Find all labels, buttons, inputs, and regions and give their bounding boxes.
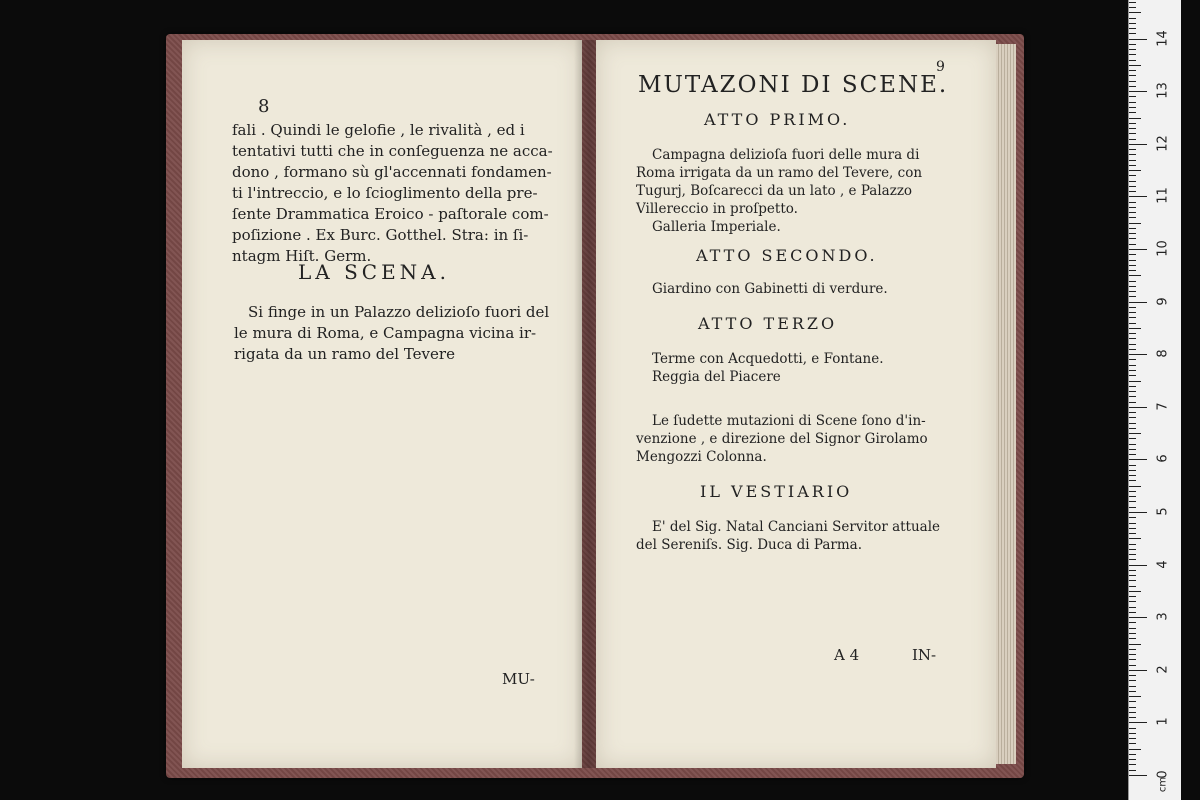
ruler-tick: [1129, 75, 1136, 76]
ruler-tick: [1129, 254, 1136, 255]
ruler-tick: [1129, 207, 1136, 208]
ruler-tick: [1129, 391, 1136, 392]
ruler-tick: [1129, 149, 1136, 150]
ruler-tick: [1129, 491, 1136, 492]
ruler-tick: [1129, 86, 1136, 87]
act3-description: [652, 350, 982, 386]
text-line: Roma irrigata da un ramo del Tevere, con: [636, 165, 923, 181]
book: [166, 34, 1024, 778]
ruler-label: 11: [1155, 187, 1171, 205]
text-line: Tugurj, Boſcarecci da un lato , e Palazzo: [636, 183, 913, 199]
ruler-tick: [1129, 444, 1136, 445]
ruler-tick: [1129, 675, 1136, 676]
ruler-tick: [1129, 133, 1136, 134]
ruler-tick: [1129, 12, 1141, 13]
ruler-tick: [1129, 712, 1136, 713]
ruler-tick: [1129, 323, 1136, 324]
ruler-tick: [1129, 686, 1136, 687]
ruler-label: 14: [1155, 29, 1171, 47]
ruler-tick: [1129, 722, 1147, 723]
ruler-tick: [1129, 512, 1147, 513]
text-line: Terme con Acquedotti, e Fontane.: [652, 351, 884, 367]
ruler-tick: [1129, 349, 1136, 350]
text-line: Galleria Imperiale.: [652, 219, 781, 235]
ruler-tick: [1129, 54, 1136, 55]
act2-description: [652, 280, 982, 298]
ruler-label: 2: [1155, 665, 1171, 674]
ruler-tick: [1129, 244, 1136, 245]
page-number: 9: [936, 59, 945, 75]
catchword: IN-: [912, 646, 937, 664]
ruler-tick: [1129, 312, 1136, 313]
ruler-tick: [1129, 233, 1136, 234]
text-line: fali . Quindi le gelofie , le rivalità , ed i: [232, 121, 525, 139]
act2-heading: ATTO SECONDO.: [696, 246, 878, 265]
ruler-label: 3: [1155, 612, 1171, 621]
ruler-tick: [1129, 764, 1136, 765]
act1-description: [636, 146, 976, 236]
ruler-tick: [1129, 628, 1136, 629]
ruler-tick: [1129, 275, 1141, 276]
ruler-tick: [1129, 375, 1136, 376]
ruler-label: 5: [1155, 507, 1171, 516]
ruler-tick: [1129, 622, 1136, 623]
ruler-tick: [1129, 370, 1136, 371]
ruler-tick: [1129, 281, 1136, 282]
text-line: dono , formano sù gl'accennati fondamen-: [232, 163, 552, 181]
ruler-tick: [1129, 91, 1147, 92]
scenery-note: [636, 412, 981, 466]
text-line: Campagna delizioſa fuori delle mura di: [652, 147, 920, 163]
ruler-tick: [1129, 533, 1136, 534]
ruler-tick: [1129, 260, 1136, 261]
ruler-tick: [1129, 223, 1141, 224]
ruler-tick: [1129, 265, 1136, 266]
ruler-tick: [1129, 107, 1136, 108]
ruler-tick: [1129, 338, 1136, 339]
page-edges: [996, 44, 1016, 764]
ruler-tick: [1129, 181, 1136, 182]
ruler-tick: [1129, 754, 1136, 755]
ruler-tick: [1129, 680, 1136, 681]
bleed-through-text: [442, 80, 450, 96]
ruler-tick: [1129, 528, 1136, 529]
ruler-tick: [1129, 202, 1136, 203]
ruler-tick: [1129, 644, 1141, 645]
ruler-tick: [1129, 33, 1136, 34]
ruler-tick: [1129, 23, 1136, 24]
ruler-tick: [1129, 386, 1136, 387]
ruler-tick: [1129, 302, 1147, 303]
ruler-label: 9: [1155, 296, 1171, 306]
ruler-tick: [1129, 144, 1147, 145]
ruler-tick: [1129, 591, 1141, 592]
ruler-tick: [1129, 396, 1136, 397]
ruler-tick: [1129, 770, 1136, 771]
ruler-label: 7: [1155, 402, 1171, 411]
ruler-tick: [1129, 759, 1136, 760]
ruler-tick: [1129, 428, 1136, 429]
ruler-tick: [1129, 2, 1136, 3]
ruler-tick: [1129, 728, 1136, 729]
ruler-tick: [1129, 459, 1147, 460]
ruler-tick: [1129, 470, 1136, 471]
ruler-tick: [1129, 296, 1136, 297]
ruler-tick: [1129, 49, 1136, 50]
ruler-tick: [1129, 775, 1147, 776]
text-line: Villereccio in proſpetto.: [636, 201, 798, 217]
ruler-tick: [1129, 438, 1136, 439]
ruler-tick: [1129, 433, 1141, 434]
ruler-tick: [1129, 733, 1136, 734]
ruler-label: 1: [1155, 717, 1171, 727]
signature-mark: A 4: [834, 646, 860, 664]
ruler-label: 10: [1155, 240, 1171, 257]
ruler-tick: [1129, 60, 1136, 61]
scene-heading: LA SCENA.: [298, 260, 450, 284]
ruler-tick: [1129, 649, 1136, 650]
text-line: Giardino con Gabinetti di verdure.: [652, 281, 888, 297]
ruler-tick: [1129, 538, 1141, 539]
ruler-tick: [1129, 154, 1136, 155]
ruler-tick: [1129, 160, 1136, 161]
ruler-tick: [1129, 96, 1136, 97]
ruler-tick: [1129, 554, 1136, 555]
right-page: [596, 40, 996, 768]
ruler-tick: [1129, 570, 1136, 571]
ruler-tick: [1129, 454, 1136, 455]
ruler-tick: [1129, 412, 1136, 413]
ruler-tick: [1129, 128, 1136, 129]
ruler-tick: [1129, 738, 1136, 739]
ruler-tick: [1129, 344, 1136, 345]
ruler-tick: [1129, 423, 1136, 424]
ruler-tick: [1129, 165, 1136, 166]
ruler-tick: [1129, 575, 1136, 576]
ruler-tick: [1129, 307, 1136, 308]
ruler-tick: [1129, 228, 1136, 229]
ruler-tick: [1129, 517, 1136, 518]
ruler-tick: [1129, 359, 1136, 360]
ruler-label: 13: [1155, 82, 1171, 99]
ruler-tick: [1129, 586, 1136, 587]
ruler-tick: [1129, 691, 1136, 692]
ruler-tick: [1129, 70, 1136, 71]
ruler-tick: [1129, 580, 1136, 581]
ruler-unit: cm: [1157, 776, 1169, 793]
act1-heading: ATTO PRIMO.: [704, 110, 851, 129]
ruler-tick: [1129, 743, 1136, 744]
ruler-tick: [1129, 633, 1136, 634]
ruler-tick: [1129, 65, 1141, 66]
act3-heading: ATTO TERZO: [698, 314, 838, 333]
ruler-tick: [1129, 507, 1136, 508]
ruler-label: 8: [1155, 349, 1171, 358]
ruler-tick: [1129, 238, 1136, 239]
ruler-tick: [1129, 549, 1136, 550]
text-line: Mengozzi Colonna.: [636, 449, 767, 465]
ruler-tick: [1129, 665, 1136, 666]
ruler-tick: [1129, 81, 1136, 82]
text-line: ſente Drammatica Eroico - paſtorale com-: [232, 205, 549, 223]
text-line: le mura di Roma, e Campagna vicina ir-: [234, 324, 537, 342]
left-page: [182, 40, 582, 768]
ruler-tick: [1129, 196, 1147, 197]
ruler-tick: [1129, 44, 1136, 45]
ruler-tick: [1129, 39, 1147, 40]
ruler-tick: [1129, 559, 1136, 560]
ruler-label: 4: [1155, 559, 1171, 569]
ruler-tick: [1129, 654, 1136, 655]
ruler-tick: [1129, 617, 1147, 618]
text-line: Si finge in un Palazzo delizioſo fuori del: [248, 303, 550, 321]
text-line: venzione , e direzione del Signor Girolamo: [636, 431, 928, 447]
ruler-tick: [1129, 565, 1147, 566]
ruler-tick: [1129, 717, 1136, 718]
ruler-tick: [1129, 191, 1136, 192]
ruler-tick: [1129, 7, 1136, 8]
ruler-tick: [1129, 217, 1136, 218]
ruler-tick: [1129, 501, 1136, 502]
ruler-tick: [1129, 544, 1136, 545]
ruler-tick: [1129, 449, 1136, 450]
ruler-tick: [1129, 659, 1136, 660]
ruler-tick: [1129, 102, 1136, 103]
ruler-label: 12: [1155, 135, 1171, 152]
ruler-tick: [1129, 186, 1136, 187]
ruler-tick: [1129, 112, 1136, 113]
ruler-tick: [1129, 270, 1136, 271]
measurement-ruler: [1128, 0, 1181, 800]
ruler-tick: [1129, 475, 1136, 476]
ruler-tick: [1129, 28, 1136, 29]
text-line: Le ſudette mutazioni di Scene ſono d'in-: [652, 413, 926, 429]
ruler-tick: [1129, 365, 1136, 366]
ruler-tick: [1129, 118, 1141, 119]
ruler-tick: [1129, 749, 1141, 750]
ruler-tick: [1129, 249, 1147, 250]
ruler-tick: [1129, 286, 1136, 287]
ruler-tick: [1129, 354, 1147, 355]
scene-description: [234, 302, 574, 365]
text-line: rigata da un ramo del Tevere: [234, 345, 455, 363]
text-line: ntagm Hiſt. Germ.: [232, 247, 372, 265]
ruler-tick: [1129, 638, 1136, 639]
vestiario-heading: IL VESTIARIO: [700, 482, 853, 501]
ruler-tick: [1129, 291, 1136, 292]
text-line: ti l'intreccio, e lo ſcioglimento della pre-: [232, 184, 538, 202]
ruler-tick: [1129, 317, 1136, 318]
ruler-tick: [1129, 417, 1136, 418]
ruler-tick: [1129, 480, 1136, 481]
page-title: MUTAZONI DI SCENE.: [638, 72, 949, 98]
ruler-tick: [1129, 402, 1136, 403]
catchword: MU-: [502, 670, 535, 688]
ruler-tick: [1129, 486, 1141, 487]
ruler-label: 6: [1155, 454, 1171, 464]
ruler-tick: [1129, 523, 1136, 524]
ruler-tick: [1129, 496, 1136, 497]
left-paragraph: [232, 120, 572, 267]
ruler-label: 0: [1155, 770, 1171, 779]
text-line: poſizione . Ex Burc. Gotthel. Stra: in ſi-: [232, 226, 529, 244]
ruler-tick: [1129, 670, 1147, 671]
ruler-tick: [1129, 333, 1136, 334]
text-line: del Sereniſs. Sig. Duca di Parma.: [636, 537, 863, 553]
ruler-tick: [1129, 381, 1141, 382]
ruler-tick: [1129, 701, 1136, 702]
ruler-tick: [1129, 612, 1136, 613]
ruler-tick: [1129, 696, 1141, 697]
text-line: tentativi tutti che in conſeguenza ne acca-: [232, 142, 553, 160]
page-number: 8: [258, 96, 270, 117]
ruler-tick: [1129, 328, 1141, 329]
vestiario-description: [636, 518, 981, 554]
ruler-tick: [1129, 707, 1136, 708]
ruler-tick: [1129, 465, 1136, 466]
ruler-tick: [1129, 170, 1141, 171]
ruler-tick: [1129, 212, 1136, 213]
ruler-tick: [1129, 139, 1136, 140]
ruler-tick: [1129, 18, 1136, 19]
ruler-tick: [1129, 596, 1136, 597]
ruler-tick: [1129, 607, 1136, 608]
ruler-tick: [1129, 407, 1147, 408]
ruler-tick: [1129, 175, 1136, 176]
text-line: E' del Sig. Natal Canciani Servitor attuale: [652, 519, 941, 535]
ruler-tick: [1129, 601, 1136, 602]
text-line: Reggia del Piacere: [652, 369, 781, 385]
ruler-tick: [1129, 123, 1136, 124]
